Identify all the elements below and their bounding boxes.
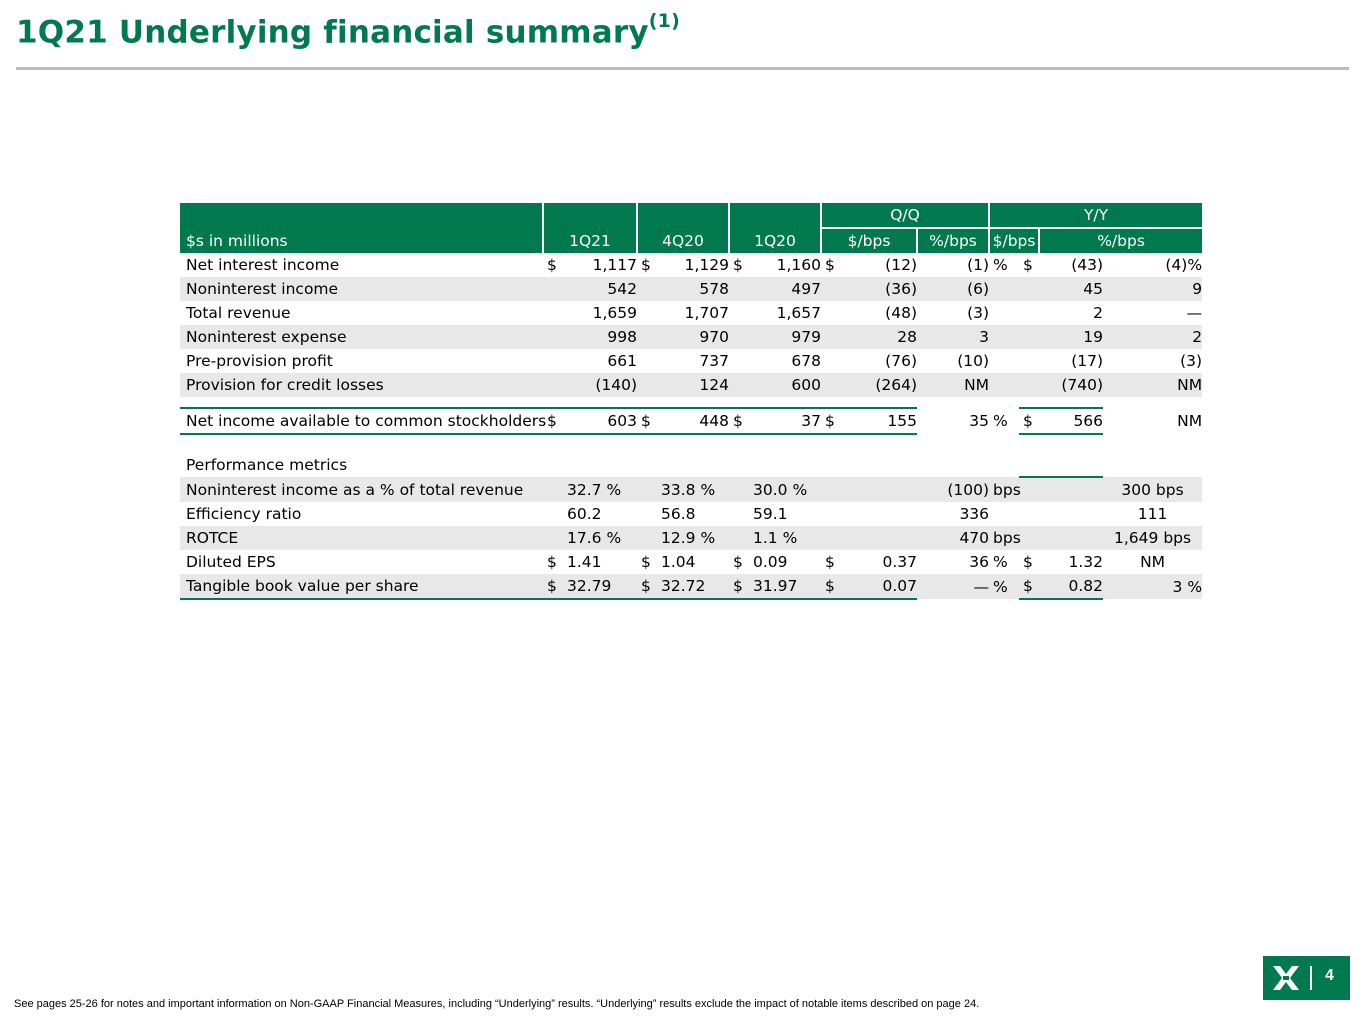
currency-symbol (637, 502, 657, 526)
row-label: ROTCE (180, 526, 543, 550)
value-y2: 111 (1137, 505, 1168, 523)
value-q1 (841, 502, 917, 526)
currency-symbol (729, 502, 749, 526)
value-y1: 566 (1039, 408, 1103, 434)
value-y1 (1039, 477, 1103, 502)
table-row (180, 253, 1202, 277)
currency-symbol: $ (821, 574, 841, 599)
value-q2: (6) (917, 277, 989, 301)
value-y2: (4)% (1165, 256, 1203, 274)
currency-symbol (821, 301, 841, 325)
currency-symbol: $ (821, 408, 841, 434)
value-y2: 1,649 bps (1103, 526, 1202, 550)
currency-symbol (821, 277, 841, 301)
value-q1: (36) (841, 277, 917, 301)
value-c1: 32.79 (563, 574, 637, 599)
table-group-header-row (180, 203, 1202, 228)
table-row (180, 526, 1202, 550)
value-y1: 19 (1039, 325, 1103, 349)
value-c1: 998 (563, 325, 637, 349)
currency-symbol (821, 325, 841, 349)
currency-symbol (637, 301, 657, 325)
currency-symbol: $ (733, 256, 743, 274)
currency-symbol (637, 373, 657, 397)
value-q2: (10) (957, 352, 990, 370)
value-c1: 661 (607, 352, 637, 370)
value-c2: 1,129 (684, 256, 729, 274)
currency-symbol (637, 325, 657, 349)
value-c3: 1.1 % (749, 526, 821, 550)
value-c2: 33.8 % (657, 477, 729, 502)
value-c3: 979 (749, 325, 821, 349)
value-y1: (43) (1071, 256, 1104, 274)
value-c2: 448 (657, 408, 729, 434)
unit-q2: % (989, 574, 1019, 599)
citizens-logo-icon (1271, 964, 1301, 992)
value-q2: 3 (917, 325, 989, 349)
value-c1: 1,117 (592, 256, 637, 274)
value-c3: 497 (749, 277, 821, 301)
financial-summary-table (180, 203, 1202, 600)
currency-symbol: $ (825, 553, 835, 571)
value-y2: 2 (1103, 325, 1202, 349)
table-row (180, 277, 1202, 301)
spacer-cell (180, 397, 1202, 408)
value-y2: — (1186, 304, 1203, 322)
column-header-4q20: 4Q20 (637, 228, 729, 253)
table-header-row (180, 228, 1202, 253)
currency-symbol (821, 502, 841, 526)
table-row (180, 550, 1202, 574)
currency-symbol: $ (729, 574, 749, 599)
section-rule (1019, 445, 1103, 477)
row-label: Pre-provision profit (186, 352, 333, 370)
page-title-text: 1Q21 Underlying financial summary (16, 14, 649, 51)
value-q2: NM (917, 373, 989, 397)
group-header-qq: Q/Q (821, 203, 989, 228)
currency-symbol: $ (543, 574, 563, 599)
currency-symbol: $ (1023, 256, 1033, 274)
unit-q2 (989, 301, 1019, 325)
unit-q2: bps (989, 526, 1019, 550)
currency-symbol (1019, 502, 1039, 526)
column-header-1q20: 1Q20 (729, 228, 821, 253)
row-label: Net income available to common stockholders (180, 408, 543, 434)
unit-q2 (989, 349, 1019, 373)
value-q2: 470 (917, 526, 989, 550)
currency-symbol: $ (637, 574, 657, 599)
value-c2: 970 (657, 325, 729, 349)
currency-symbol (729, 277, 749, 301)
value-c1: 1.41 (567, 553, 602, 571)
row-label: Diluted EPS (186, 553, 276, 571)
spacer-cell (1103, 445, 1202, 477)
value-y1: 1.32 (1068, 553, 1104, 571)
currency-symbol: $ (729, 408, 749, 434)
currency-symbol (543, 477, 563, 502)
value-c2: 1,707 (684, 304, 729, 322)
value-y1: (740) (1039, 373, 1103, 397)
value-y1: 2 (1093, 304, 1104, 322)
unit-q2: % (993, 256, 1008, 274)
value-c2: 737 (699, 352, 729, 370)
value-c3: 0.09 (753, 553, 788, 571)
currency-symbol (1019, 373, 1039, 397)
value-q2: (3) (967, 304, 990, 322)
value-c3: 600 (749, 373, 821, 397)
column-header-yy-pct: %/bps (1039, 228, 1202, 253)
value-c2: 578 (657, 277, 729, 301)
value-c2: 1.04 (661, 553, 696, 571)
currency-symbol (729, 373, 749, 397)
brand-logo-badge (1263, 956, 1350, 1000)
table-row (180, 349, 1202, 373)
table-section-row (180, 445, 1202, 477)
currency-symbol (1019, 325, 1039, 349)
unit-q2: % (993, 553, 1008, 571)
value-y2: 9 (1103, 277, 1202, 301)
value-c3: 30.0 % (749, 477, 821, 502)
table-row (180, 574, 1202, 599)
unit-q2: % (993, 412, 1008, 430)
currency-symbol: $ (1019, 408, 1039, 434)
value-y2: NM (1103, 373, 1202, 397)
section-title-performance-metrics: Performance metrics (186, 456, 348, 474)
group-header-yy: Y/Y (989, 203, 1202, 228)
currency-symbol (821, 526, 841, 550)
currency-symbol (821, 349, 841, 373)
page-title (16, 10, 680, 51)
value-q1: (12) (885, 256, 917, 274)
currency-symbol: $ (1019, 574, 1039, 599)
currency-symbol: $ (543, 408, 563, 434)
value-c3: 1,657 (776, 304, 821, 322)
value-c1: 32.7 % (563, 477, 637, 502)
unit-q2: bps (989, 477, 1019, 502)
value-q1: (76) (885, 352, 917, 370)
currency-symbol (637, 277, 657, 301)
row-label: Noninterest income as a % of total revenue (180, 477, 543, 502)
currency-symbol (821, 373, 841, 397)
currency-symbol (543, 277, 563, 301)
currency-symbol (543, 502, 563, 526)
currency-symbol (729, 349, 749, 373)
value-c3: 31.97 (749, 574, 821, 599)
column-header-qq-pct: %/bps (917, 228, 989, 253)
currency-symbol (543, 526, 563, 550)
row-label: Noninterest expense (180, 325, 543, 349)
value-q2: 36 (969, 553, 990, 571)
value-q2: (1) (967, 256, 990, 274)
value-q1: 28 (841, 325, 917, 349)
currency-symbol (543, 301, 563, 325)
value-q2: 35 (969, 412, 990, 430)
currency-symbol (637, 349, 657, 373)
row-label: Total revenue (186, 304, 291, 322)
title-footnote-marker: (1) (648, 10, 680, 32)
value-q2: (100) (917, 477, 989, 502)
value-q1: 0.07 (841, 574, 917, 599)
currency-symbol: $ (825, 256, 835, 274)
currency-symbol: $ (547, 256, 557, 274)
currency-symbol (637, 526, 657, 550)
value-y1: (17) (1071, 352, 1104, 370)
currency-symbol (1019, 301, 1039, 325)
value-c3: 1,160 (776, 256, 821, 274)
value-y2: 3 % (1103, 574, 1202, 599)
value-c1: 60.2 (567, 505, 602, 523)
currency-symbol: $ (1023, 553, 1033, 571)
value-q1: (264) (841, 373, 917, 397)
table-row (180, 325, 1202, 349)
currency-symbol (543, 349, 563, 373)
column-header-label: $s in millions (180, 228, 543, 253)
value-q1 (841, 526, 917, 550)
spacer-cell (180, 434, 1202, 445)
footnote: See pages 25-26 for notes and important information on Non-GAAP Financial Measures, including “Underlying” results. “Underlying” results exclude the impact of notable items described on page 24. (14, 998, 980, 1010)
table-row (180, 502, 1202, 526)
value-q1 (841, 477, 917, 502)
row-label: Noninterest income (180, 277, 543, 301)
value-q2: — (917, 574, 989, 599)
currency-symbol (729, 301, 749, 325)
value-c1: 1,659 (592, 304, 637, 322)
currency-symbol: $ (637, 408, 657, 434)
value-c2: 32.72 (657, 574, 729, 599)
currency-symbol (1019, 349, 1039, 373)
currency-symbol (1019, 277, 1039, 301)
unit-q2 (989, 277, 1019, 301)
title-divider (16, 67, 1349, 70)
value-c1: 603 (563, 408, 637, 434)
table-row (180, 301, 1202, 325)
currency-symbol (543, 373, 563, 397)
value-q2: 336 (959, 505, 990, 523)
unit-q2 (989, 502, 1019, 526)
row-label: Net interest income (186, 256, 340, 274)
row-label: Provision for credit losses (180, 373, 543, 397)
value-y2: NM (1177, 412, 1203, 430)
value-c1: (140) (563, 373, 637, 397)
column-header-1q21: 1Q21 (543, 228, 637, 253)
value-y1: 0.82 (1039, 574, 1103, 599)
table-spacer (180, 434, 1202, 445)
value-y1: 45 (1039, 277, 1103, 301)
value-c2: 124 (657, 373, 729, 397)
currency-symbol (729, 325, 749, 349)
value-c3: 37 (749, 408, 821, 434)
logo-divider (1310, 966, 1312, 990)
currency-symbol: $ (547, 553, 557, 571)
currency-symbol (729, 477, 749, 502)
value-c1: 17.6 % (563, 526, 637, 550)
page-number: 4 (1325, 967, 1334, 984)
value-y1 (1039, 502, 1103, 526)
column-header-yy-dollar: $/bps (989, 228, 1039, 253)
currency-symbol (821, 477, 841, 502)
value-c3: 59.1 (753, 505, 788, 523)
value-q1: 155 (841, 408, 917, 434)
currency-symbol: $ (641, 256, 651, 274)
value-y1 (1039, 526, 1103, 550)
value-y2: 300 bps (1103, 477, 1202, 502)
value-c3: 678 (791, 352, 821, 370)
table-row (180, 477, 1202, 502)
table-row (180, 408, 1202, 434)
currency-symbol (729, 526, 749, 550)
value-y2: NM (1140, 553, 1166, 571)
unit-q2 (989, 373, 1019, 397)
currency-symbol (1019, 477, 1039, 502)
currency-symbol (543, 325, 563, 349)
row-label: Tangible book value per share (180, 574, 543, 599)
value-q1: (48) (885, 304, 917, 322)
row-label: Efficiency ratio (186, 505, 302, 523)
value-c2: 56.8 (661, 505, 696, 523)
table-row (180, 373, 1202, 397)
currency-symbol: $ (641, 553, 651, 571)
table-spacer (180, 397, 1202, 408)
value-c1: 542 (563, 277, 637, 301)
currency-symbol (1019, 526, 1039, 550)
value-y2: (3) (1180, 352, 1203, 370)
column-header-qq-dollar: $/bps (821, 228, 917, 253)
value-q1: 0.37 (882, 553, 917, 571)
currency-symbol: $ (733, 553, 743, 571)
unit-q2 (989, 325, 1019, 349)
currency-symbol (637, 477, 657, 502)
value-c2: 12.9 % (657, 526, 729, 550)
